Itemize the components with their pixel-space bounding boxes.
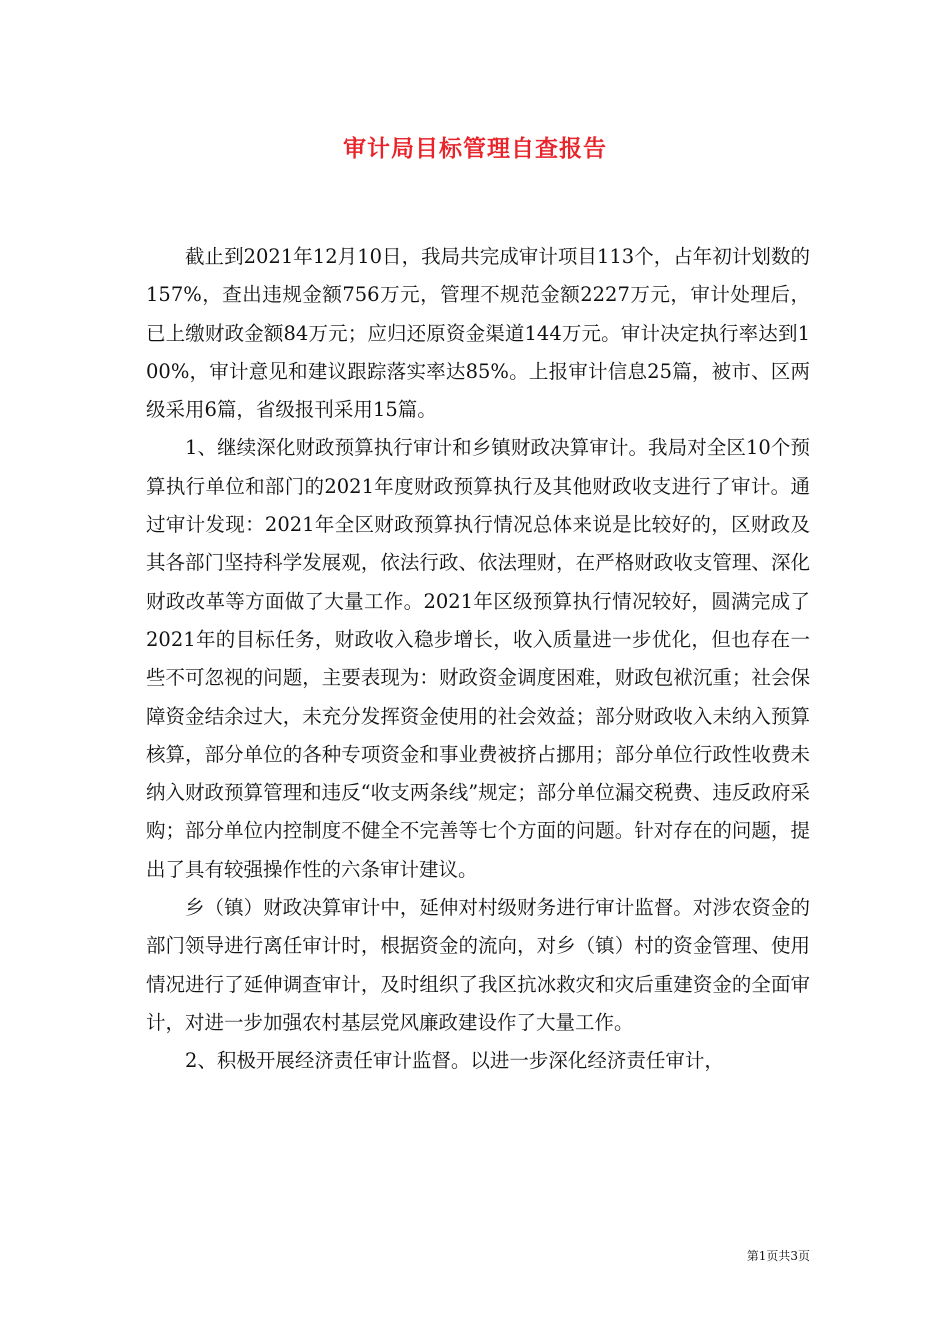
paragraph-budget-audit: 1、继续深化财政预算执行审计和乡镇财政决算审计。我局对全区10个预算执行单位和部门的2021年度财政预算执行及其他财政收支进行了审计。通过审计发现：2021年全区财政预算执行情况总体来说是比较好的，区财政及其各部门坚持科学发展观，依法行政、依法理财，在严格财政收支管理、深化财政改革等方面做了大量工作。2021年区级预算执行情况较好，圆满完成了2021年的目标任务，财政收入稳步增长，收入质量进一步优化，但也存在一些不可忽视的问题，主要表现为：财政资金调度困难，财政包袱沉重；社会保障资金结余过大，未充分发挥资金使用的社会效益；部分财政收入未纳入预算核算，部分单位的各种专项资金和事业费被挤占挪用；部分单位行政性收费未纳入财政预算管理和违反“收支两条线”规定；部分单位漏交税费、违反政府采购；部分单位内控制度不健全不完善等七个方面的问题。针对存在的问题，提出了具有较强操作性的六条审计建议。 <box>146 436 810 881</box>
paragraph-summary: 截止到2021年12月10日，我局共完成审计项目113个，占年初计划数的157%，查出违规金额756万元，管理不规范金额2227万元，审计处理后，已上缴财政金额84万元；应归还原资金渠道144万元。审计决定执行率达到100%，审计意见和建议跟踪落实率达85%。上报审计信息25篇，被市、区两级采用6篇，省级报刊采用15篇。 <box>146 245 810 422</box>
page-number: 第1页共3页 <box>746 1249 810 1263</box>
paragraph-township-audit: 乡（镇）财政决算审计中，延伸对村级财务进行审计监督。对涉农资金的部门领导进行离任审计时，根据资金的流向，对乡（镇）村的资金管理、使用情况进行了延伸调查审计，及时组织了我区抗冰救灾和灾后重建资金的全面审计，对进一步加强农村基层党风廉政建设作了大量工作。 <box>146 896 810 1034</box>
paragraph-economic-responsibility: 2、积极开展经济责任审计监督。以进一步深化经济责任审计， <box>185 1049 724 1073</box>
document-body <box>146 238 810 1081</box>
document-title: 审计局目标管理自查报告 <box>343 136 607 162</box>
